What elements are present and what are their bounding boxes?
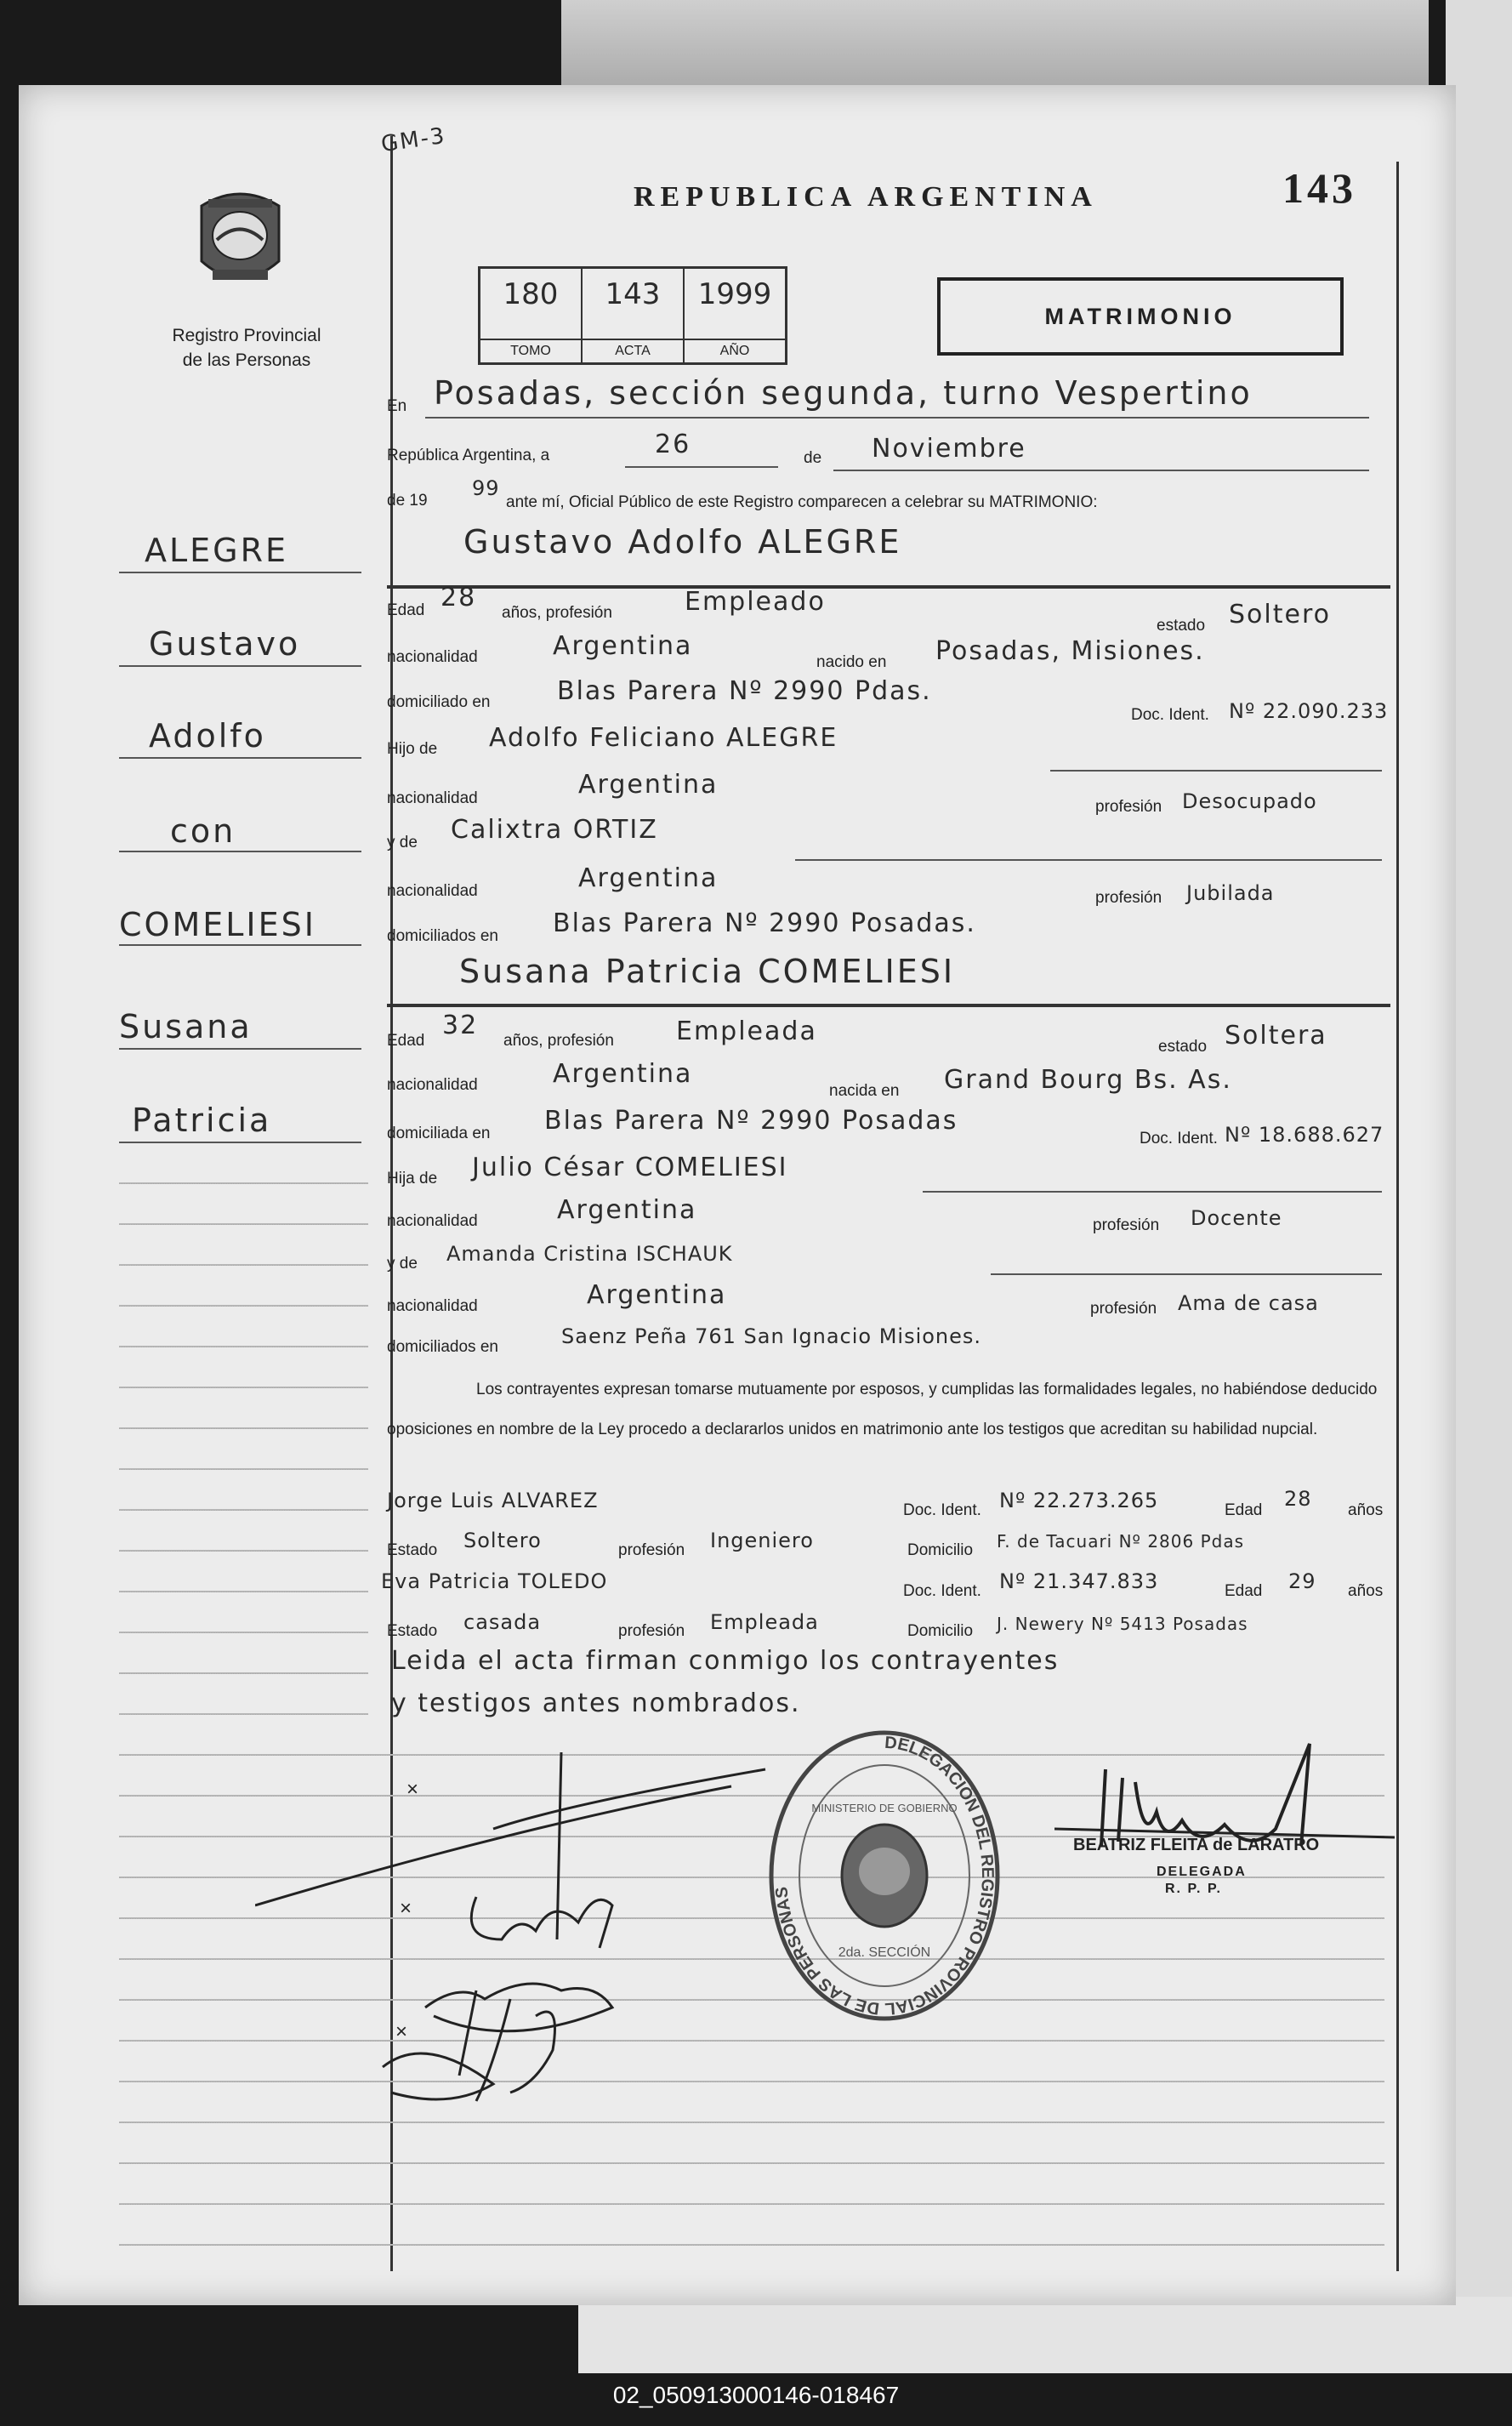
signature-x-mark: × [400,1897,412,1920]
margin-underline [119,944,361,946]
witness1-anios-label: años [1348,1501,1384,1519]
ruled-line [119,1672,368,1674]
groom-dom-label: domiciliado en [387,693,491,711]
line [795,859,1382,861]
bride-father-prof: Docente [1191,1206,1282,1230]
acta-value: 143 [605,277,661,311]
margin-name-2: Gustavo [149,625,301,663]
groom-mother-prof-label: profesión [1095,889,1162,907]
stamp-inner-text: MINISTERIO DE GOBIERNO [811,1802,958,1814]
bride-nacida-label: nacida en [829,1082,900,1100]
record-box [478,266,787,365]
margin-underline [119,851,361,852]
signature-stroke-7 [383,2053,493,2099]
groom-mother-prof: Jubilada [1186,881,1275,905]
groom-mother: Calixtra ORTIZ [451,815,658,845]
bride-yde-label: y de [387,1255,418,1273]
witness1-prof-label: profesión [618,1541,685,1559]
anio-cell [685,269,785,362]
groom-mother-nat-label: nacionalidad [387,882,478,900]
ruled-line [119,2244,1384,2246]
registry-line-1: Registro Provincial [172,326,321,345]
groom-nac-label: nacionalidad [387,648,478,666]
groom-full-name: Gustavo Adolfo ALEGRE [463,523,902,561]
registry-stamp [765,1727,1003,2025]
registry-office-label [140,323,353,373]
line [833,470,1369,471]
official-title: DELEGADA [1157,1865,1247,1879]
country-header: REPUBLICA ARGENTINA [634,181,1098,213]
bride-doc-label: Doc. Ident. [1140,1130,1218,1148]
ruled-line [119,1713,368,1715]
groom-father-prof-label: profesión [1095,798,1162,816]
margin-name-4: con [170,812,236,850]
margin-underline [119,1048,361,1050]
margin-name-6: Susana [119,1008,253,1045]
section-rule [387,1004,1390,1007]
groom-mother-nat: Argentina [578,863,719,893]
de-label: de [804,449,822,467]
witness1-doc: Nº 22.273.265 [999,1489,1159,1512]
margin-underline [119,665,361,667]
groom-parents-address: Blas Parera Nº 2990 Posadas. [553,908,976,938]
margin-underline [119,1142,361,1143]
groom-estado-label: estado [1157,617,1206,635]
anio-label: AÑO [685,339,785,362]
stamp-outer-text: DELEGACIÓN DEL REGISTRO PROVINCIAL DE LAS PERSONAS [772,1733,998,2019]
ruled-line [119,1182,368,1184]
bride-address: Blas Parera Nº 2990 Posadas [544,1106,958,1136]
margin-name-5: COMELIESI [119,906,316,943]
witness2-address: J. Newery Nº 5413 Posadas [997,1614,1248,1634]
declaration-text: Los contrayentes expresan tomarse mutuamente por esposos, y cumplidas las formalidades legales, no habiéndose deducido oposiciones en nombre de la Ley procedo a declararlos unidos en matrimonio ante los testigos que acreditan su habilidad nupcial. [387,1381,1378,1438]
document-type-box: MATRIMONIO [937,277,1344,356]
groom-estado: Soltero [1229,600,1331,629]
groom-father: Adolfo Feliciano ALEGRE [489,723,838,753]
witness1-edad-label: Edad [1225,1501,1263,1519]
page-number: 143 [1282,164,1356,212]
bride-full-name: Susana Patricia COMELIESI [459,953,956,990]
witness1-address: F. de Tacuari Nº 2806 Pdas [997,1531,1245,1552]
groom-father-prof: Desocupado [1182,789,1317,813]
month-value: Noviembre [872,434,1026,464]
margin-name-1: ALEGRE [145,532,289,569]
section-rule [387,585,1390,589]
ruled-line [119,1427,368,1429]
bride-age: 32 [442,1011,479,1040]
signature-stroke-2 [493,1769,765,1829]
witness2-edad-label: Edad [1225,1582,1263,1600]
witness1-age: 28 [1284,1487,1312,1511]
place-value: Posadas, sección segunda, turno Vespertino [434,374,1253,412]
bride-mother-prof-label: profesión [1090,1300,1157,1318]
witness2-dom-label: Domicilio [907,1622,974,1640]
witness1-estado-label: Estado [387,1541,438,1559]
acta-cell [583,269,685,362]
year-suffix: 99 [472,476,500,500]
tomo-value: 180 [503,277,559,311]
groom-parents-dom-label: domiciliados en [387,927,498,945]
bride-mother-nat-label: nacionalidad [387,1297,478,1315]
groom-father-nat: Argentina [578,770,719,800]
stamp-bottom-text: 2da. SECCIÓN [838,1945,931,1960]
ruled-line [119,1387,368,1388]
bride-anios-label: años, profesión [503,1032,614,1050]
groom-age: 28 [441,583,477,612]
provincial-seal-icon [191,189,289,298]
bride-father-nat: Argentina [557,1195,697,1225]
bride-edad-label: Edad [387,1032,425,1050]
bride-father-nat-label: nacionalidad [387,1212,478,1230]
ruled-line [119,2203,1384,2205]
day-value: 26 [655,430,691,459]
groom-profession: Empleado [685,587,826,617]
line [1050,770,1382,772]
bride-estado-label: estado [1158,1038,1208,1056]
bride-parents-dom-label: domiciliados en [387,1338,498,1356]
groom-anios-label: años, profesión [502,604,612,622]
right-rule [1396,162,1399,2271]
acta-label: ACTA [583,339,683,362]
signatures-drawing [255,1727,799,2118]
ruled-line [119,2121,1384,2123]
ruled-line [119,1509,368,1511]
groom-hijo-label: Hijo de [387,740,438,758]
margin-name-7: Patricia [132,1102,272,1139]
margin-underline [119,757,361,759]
closing-line-2: y testigos antes nombrados. [391,1689,801,1718]
bride-mother-prof: Ama de casa [1178,1291,1319,1315]
bride-doc: Nº 18.688.627 [1225,1123,1384,1147]
closing-line-1: Leida el acta firman conmigo los contrayentes [391,1646,1060,1676]
witness2-doc: Nº 21.347.833 [999,1569,1159,1593]
tomo-label: TOMO [480,339,581,362]
line [625,466,778,468]
officer-text: ante mí, Oficial Público de este Registro comparecen a celebrar su MATRIMONIO: [506,493,1098,511]
witness2-age: 29 [1288,1569,1316,1593]
witness2-prof-label: profesión [618,1622,685,1640]
bride-estado: Soltera [1225,1021,1327,1051]
bride-profession: Empleada [676,1017,817,1046]
groom-yde-label: y de [387,834,418,851]
groom-edad-label: Edad [387,601,425,619]
witness1-name: Jorge Luis ALVAREZ [387,1489,599,1512]
groom-birthplace: Posadas, Misiones. [935,636,1205,666]
ruled-line [119,1223,368,1225]
witness1-profession: Ingeniero [710,1529,814,1552]
anio-value: 1999 [697,277,772,311]
year-prefix: de 19 [387,492,428,510]
ruled-line [119,1346,368,1347]
ruled-line [119,1264,368,1266]
tomo-cell [480,269,583,362]
witness2-estado-label: Estado [387,1622,438,1640]
line [425,417,1369,419]
ruled-line [119,1591,368,1592]
background-paper-top [561,0,1429,94]
en-label: En [387,397,407,415]
bride-mother-nat: Argentina [587,1280,727,1310]
bride-father: Julio César COMELIESI [472,1153,788,1182]
bride-hija-label: Hija de [387,1170,438,1187]
signature-x-mark: × [406,1778,419,1801]
witness1-doc-label: Doc. Ident. [903,1501,981,1519]
ruled-line [119,1468,368,1470]
witness2-anios-label: años [1348,1582,1384,1600]
ruled-line [119,1305,368,1307]
groom-nacido-label: nacido en [816,653,887,671]
gm-note: GM-3 [379,122,448,158]
margin-underline [119,572,361,573]
margin-name-3: Adolfo [149,717,266,755]
groom-address: Blas Parera Nº 2990 Pdas. [557,676,932,706]
bride-parents-address: Saenz Peña 761 San Ignacio Misiones. [561,1324,982,1348]
witness2-profession: Empleada [710,1610,819,1634]
registry-line-2: de las Personas [182,350,311,370]
bride-dom-label: domiciliada en [387,1125,491,1142]
witness2-estado: casada [463,1610,542,1634]
footer-image-id: 02_050913000146-018467 [612,2382,900,2408]
line [923,1191,1382,1193]
witness1-estado: Soltero [463,1529,542,1552]
bride-birthplace: Grand Bourg Bs. As. [944,1065,1232,1095]
signature-stroke-5 [425,1984,612,2031]
line [991,1273,1382,1275]
signature-stroke-4 [471,1897,612,1948]
signature-stroke-3 [255,1786,731,1905]
witness2-name: Eva Patricia TOLEDO [381,1569,608,1593]
signature-x-mark: × [395,2020,408,2043]
bride-father-prof-label: profesión [1093,1216,1160,1234]
official-name: BEATRIZ FLEITA de LARATRO [1073,1836,1320,1854]
bride-nationality: Argentina [553,1059,693,1089]
groom-doc-label: Doc. Ident. [1131,706,1209,724]
bride-mother: Amanda Cristina ISCHAUK [446,1242,733,1266]
signature-stroke-6 [459,1990,555,2101]
bride-nac-label: nacionalidad [387,1076,478,1094]
groom-father-nat-label: nacionalidad [387,789,478,807]
groom-nationality: Argentina [553,631,693,661]
background-bottom [578,2297,1512,2373]
official-org: R. P. P. [1165,1882,1222,1896]
republica-label: República Argentina, a [387,447,550,464]
ruled-line [119,2162,1384,2164]
witness1-dom-label: Domicilio [907,1541,974,1559]
ruled-line [119,1550,368,1552]
witness2-doc-label: Doc. Ident. [903,1582,981,1600]
groom-doc: Nº 22.090.233 [1229,699,1389,723]
ruled-line [119,1632,368,1633]
